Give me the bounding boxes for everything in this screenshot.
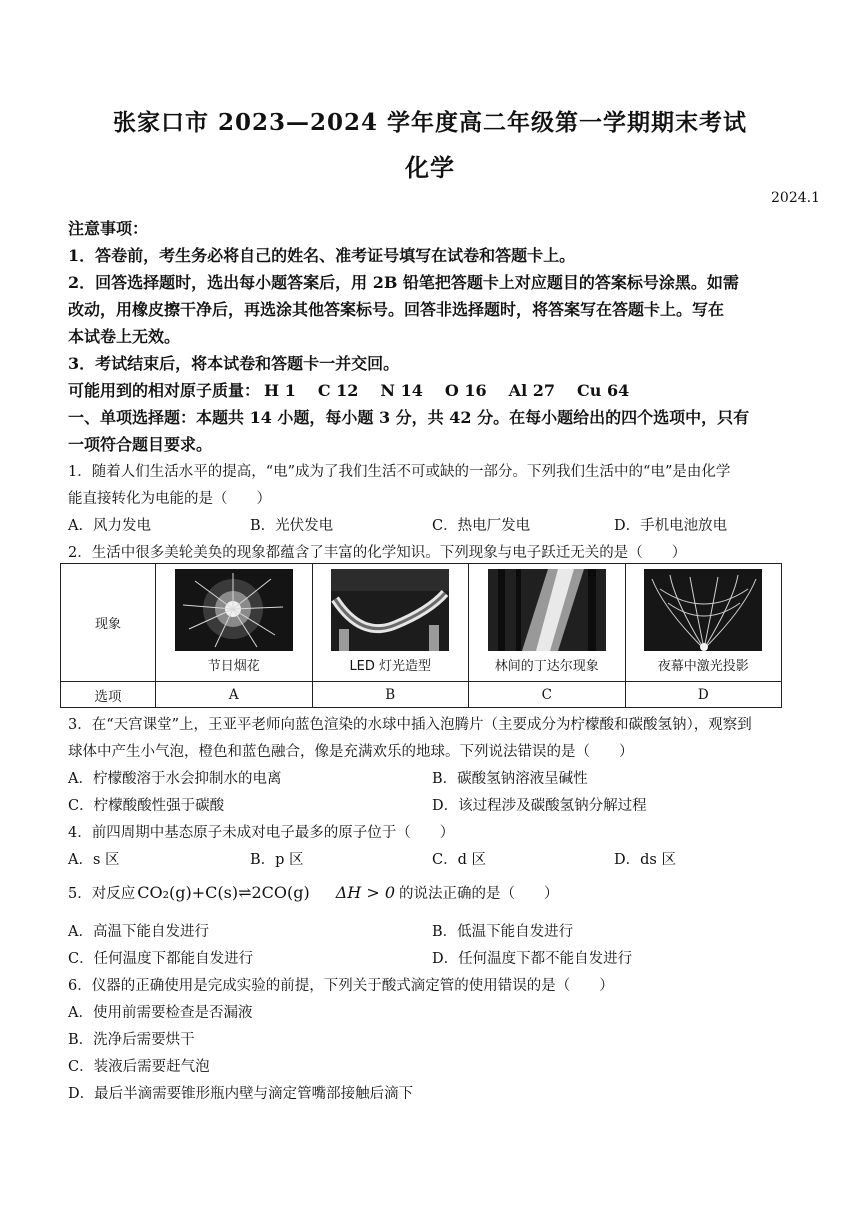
tyndall-forest-image: [488, 569, 606, 651]
q5-option-d: D．任何温度下都不能自发进行: [432, 951, 633, 967]
notice-item-3: 3．考试结束后，将本试卷和答题卡一并交回。: [68, 354, 400, 373]
notice-item-2-end: 本试卷上无效。: [68, 327, 181, 346]
q2-caption-d: 夜幕中激光投影: [657, 659, 749, 674]
q3-option-b: B．碳酸氢钠溶液呈碱性: [432, 771, 588, 787]
fireworks-image: [175, 569, 293, 651]
section1-heading: 一、单项选择题：本题共 14 小题，每小题 3 分，共 42 分。在每小题给出的四个选项中，只有: [68, 408, 750, 427]
q2-cell-b: [312, 564, 469, 682]
q3-option-a: A．柠檬酸溶于水会抑制水的电离: [68, 771, 282, 787]
q1-option-d: D．手机电池放电: [614, 518, 728, 534]
atom-c: C 12: [317, 381, 359, 400]
atomic-masses-label: 可能用到的相对原子质量：: [68, 381, 261, 400]
q1-option-b: B．光伏发电: [250, 518, 334, 534]
q2-letter-b: B: [312, 682, 469, 708]
q2-letter-c: C: [469, 682, 626, 708]
q3-stem-cont: 球体中产生小气泡，橙色和蓝色融合，像是充满欢乐的地球。下列说法错误的是（ ）: [68, 744, 634, 760]
q2-cell-d: [625, 564, 782, 682]
q1-option-c: C．热电厂发电: [432, 518, 531, 534]
q2-caption-a: 节日烟花: [207, 659, 260, 674]
atom-o: O 16: [444, 381, 487, 400]
notice-item-2: 2．回答选择题时，选出每小题答案后，用 2B 铅笔把答题卡上对应题目的答案标号涂黑。如需: [68, 273, 739, 292]
subject-title: 化学: [405, 153, 455, 182]
laser-projection-image: [644, 569, 762, 651]
notice-heading: 注意事项：: [68, 219, 149, 238]
notice-item-2-cont: 改动，用橡皮擦干净后，再选涂其他答案标号。回答非选择题时，将答案写在答题卡上。写在: [68, 300, 725, 319]
q4-option-c: C．d 区: [432, 852, 486, 868]
q4-stem: 4．前四周期中基态原子未成对电子最多的原子位于（ ）: [68, 825, 455, 841]
atom-h: H 1: [264, 381, 296, 400]
q6-option-b: B．洗净后需要烘干: [68, 1032, 195, 1048]
q5-option-a: A．高温下能自发进行: [68, 924, 209, 940]
q5-stem: [68, 882, 559, 903]
atom-al: Al 27: [508, 381, 555, 400]
q2-stem: 2．生活中很多美轮美奂的现象都蕴含了丰富的化学知识。下列现象与电子跃迁无关的是（ ）: [68, 545, 687, 561]
section1-heading-cont: 一项符合题目要求。: [68, 435, 213, 454]
led-dragon-image: [331, 569, 449, 651]
q5-enthalpy: ΔH > 0: [335, 883, 396, 902]
q5-prefix: 5．对反应: [68, 886, 136, 902]
q5-option-c: C．任何温度下都能自发进行: [68, 951, 254, 967]
notice-item-1: 1．答卷前，考生务必将自己的姓名、准考证号填写在试卷和答题卡上。: [68, 246, 576, 265]
q6-stem: 6．仪器的正确使用是完成实验的前提，下列关于酸式滴定管的使用错误的是（ ）: [68, 978, 614, 994]
q4-option-d: D．ds 区: [614, 852, 676, 868]
q5-option-b: B．低温下能自发进行: [432, 924, 574, 940]
q5-reaction: CO₂(g)+C(s)⇌2CO(g): [137, 883, 310, 902]
exam-date: 2024.1: [771, 190, 820, 206]
q6-option-c: C．装液后需要赶气泡: [68, 1059, 210, 1075]
q4-option-a: A．s 区: [68, 852, 120, 868]
q5-suffix: 的说法正确的是（ ）: [399, 886, 559, 902]
q2-caption-c: 林间的丁达尔现象: [494, 659, 599, 674]
q2-cell-c: [469, 564, 626, 682]
exam-title: 张家口市 2023—2024 学年度高二年级第一学期期末考试: [112, 109, 748, 136]
q4-option-b: B．p 区: [250, 852, 304, 868]
q1-option-a: A．风力发电: [68, 518, 151, 534]
atom-cu: Cu 64: [577, 381, 630, 400]
q3-option-c: C．柠檬酸酸性强于碳酸: [68, 798, 225, 814]
q3-option-d: D．该过程涉及碳酸氢钠分解过程: [432, 798, 647, 814]
atom-n: N 14: [380, 381, 423, 400]
q2-letter-a: A: [156, 682, 313, 708]
q2-cell-a: [156, 564, 313, 682]
q6-option-d: D．最后半滴需要锥形瓶内壁与滴定管嘴部接触后滴下: [68, 1086, 414, 1102]
q1-stem: 1．随着人们生活水平的提高，“电”成为了我们生活不可或缺的一部分。下列我们生活中的“电”是由化学: [68, 464, 731, 480]
q6-option-a: A．使用前需要检查是否漏液: [68, 1005, 253, 1021]
q1-stem-cont: 能直接转化为电能的是（ ）: [68, 491, 271, 507]
q3-stem: 3．在“天宫课堂”上，王亚平老师向蓝色渲染的水球中插入泡腾片（主要成分为柠檬酸和碳酸氢钠），观察到: [68, 717, 752, 733]
q2-row-label-option: 选项: [61, 682, 156, 708]
q2-row-label-phenomenon: 现象: [61, 564, 156, 682]
atomic-masses: [68, 378, 651, 401]
q2-letter-d: D: [625, 682, 782, 708]
q2-table: [60, 563, 782, 708]
q2-caption-b: LED 灯光造型: [349, 659, 432, 674]
